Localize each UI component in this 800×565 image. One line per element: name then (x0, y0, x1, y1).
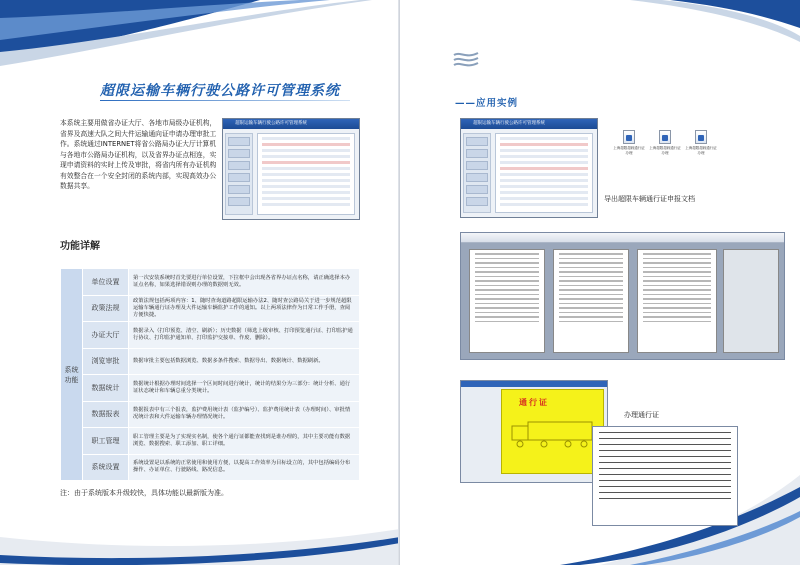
permit-yellow-card (501, 389, 604, 474)
feature-name: 政策法规 (83, 295, 129, 322)
feature-name: 数据统计 (83, 375, 129, 402)
feature-group-label: 系统 功能 (61, 269, 83, 481)
word-document-icon (695, 130, 707, 144)
page-title: 超限运输车辆行驶公路许可管理系统 (100, 83, 340, 99)
document-label: 上海超限超载通行证办理 (613, 146, 645, 155)
top-swoosh-decoration (0, 0, 400, 70)
document-label: 上海超限超载通行证办理 (685, 146, 717, 155)
document-file-3[interactable] (684, 130, 718, 155)
version-note: 注：由于系统版本升级较快，具体功能以最新版为准。 (60, 489, 228, 497)
document-file-1[interactable] (612, 130, 646, 155)
permit-title: 通行证 (519, 398, 549, 407)
document-label: 上海超限超载通行证办理 (649, 146, 681, 155)
exported-documents (612, 130, 722, 180)
feature-name: 职工管理 (83, 428, 129, 455)
feature-description: 数据报表中有三个报表，监护费用统计表（监护编号）、监护费用统计表（办理时间）、审批情况统计表和大件运输车辆办理情况统计。 (129, 401, 360, 428)
feature-description: 政策法规包括两项内容：1、随时查询道路超限运输办法2、随时查公路局关于进一步规范超限运输车辆通行证办理及大件运输车辆监护工作的通知。以上两项法律作为日常工作手册，查阅方便快捷。 (129, 295, 360, 322)
feature-name: 数据报表 (83, 401, 129, 428)
permit-form-screenshot (592, 426, 738, 526)
feature-name: 办证大厅 (83, 322, 129, 349)
document-pane (723, 249, 779, 353)
permit-titlebar (461, 381, 607, 387)
document-file-2[interactable] (648, 130, 682, 155)
application-examples-title: ——应用实例 (455, 98, 519, 109)
permit-caption: 办理通行证 (624, 411, 659, 419)
feature-description: 数据审批主要包括数据浏览、数据多条件搜索、数据导出、数据统计、数据刷新。 (129, 348, 360, 375)
features-title: 功能详解 (60, 241, 100, 252)
intro-paragraph: 本系统主要用做省办证大厅、各地市局级办证机构，省界及高速大队之间大件运输通向证申请办理审批工作。系统通过INTERNET将省公路局办证大厅计算机与各地市公路局办证机构，以及省界办证点相连，实现申请资料的实时上传及审批，将省内所有办证机构有效整合在一个安全封闭的系统内部，实现高效办公数据共享。 (60, 119, 217, 190)
screenshot-sidebar (225, 133, 253, 215)
title-underline (100, 100, 350, 101)
word-document-icon (659, 130, 671, 144)
feature-row (61, 322, 360, 349)
example-panel (495, 133, 593, 213)
main-app-screenshot (222, 118, 360, 220)
feature-row (61, 269, 360, 296)
feature-row (61, 375, 360, 402)
screenshot-panel (257, 133, 355, 215)
wave-logo-icon (452, 50, 480, 68)
export-caption: 导出超限车辆通行证申报文档 (604, 195, 695, 203)
screenshot-titlebar: 超限运输车辆行驶公路许可管理系统 (223, 119, 359, 129)
feature-description: 数据录入（打印预览、清空、刷新）；历史数据（筛选上级审核、打印预览通行证、打印监护通行协议、打印监护通知单、打印监护交接单、作废、删除）。 (129, 322, 360, 349)
feature-row (61, 295, 360, 322)
permit-screenshot (460, 380, 608, 483)
document-page-2 (553, 249, 629, 353)
truck-icon (508, 414, 598, 454)
feature-description: 职工管理主要是为了实现实名制，使各个通行证都能查找到是谁办理的，其中主要功能有数据浏览、数据搜索、职工添加、职工详细。 (129, 428, 360, 455)
word-toolbar (461, 233, 784, 243)
feature-description: 第一次安装系统时首先要进行单位设置，下拉框中会出现各省界办证点名称，请正确选择本办证点名称，如果选择错误则办理的数据则无效。 (129, 269, 360, 296)
document-page-3 (637, 249, 717, 353)
word-document-icon (623, 130, 635, 144)
feature-row (61, 454, 360, 481)
example-sidebar (463, 133, 491, 213)
features-table (60, 268, 360, 481)
feature-row (61, 348, 360, 375)
example-app-screenshot (460, 118, 598, 218)
feature-description: 数据统计根据办理时间选择一个区间时间进行统计，统计的结果分为三部分：统计分析、通行证状态统计和车辆总重分类统计。 (129, 375, 360, 402)
document-page-1 (469, 249, 545, 353)
feature-name: 浏览审批 (83, 348, 129, 375)
example-titlebar: 超限运输车辆行驶公路许可管理系统 (461, 119, 597, 129)
feature-row (61, 401, 360, 428)
feature-name: 单位设置 (83, 269, 129, 296)
feature-row (61, 428, 360, 455)
feature-name: 系统设置 (83, 454, 129, 481)
feature-description: 系统设置是以系统的正常使用和使用方便，以提高工作效率为目标设立的，其中包括编码分布操作、办证单位、行驶路线、路况信息。 (129, 454, 360, 481)
word-documents-screenshot (460, 232, 785, 360)
